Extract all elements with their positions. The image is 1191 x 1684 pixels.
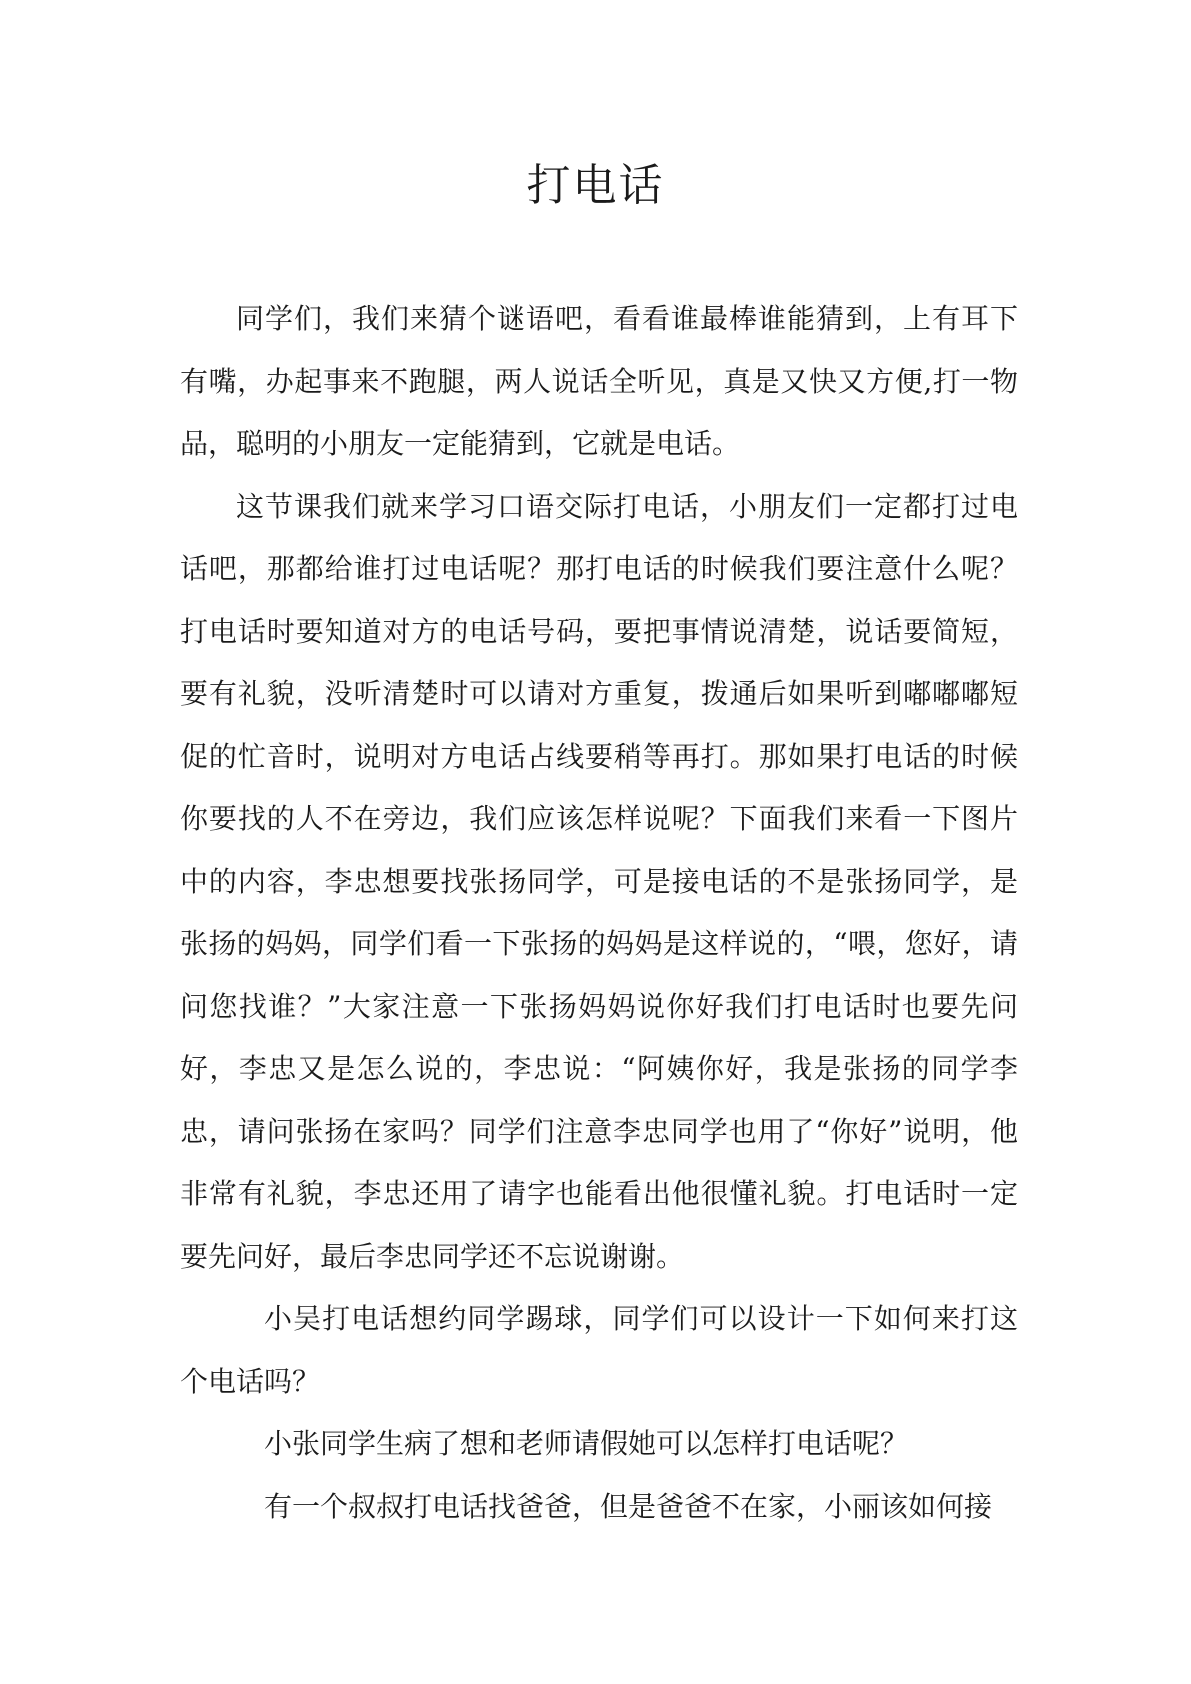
paragraph-question-leave: 小张同学生病了想和老师请假她可以怎样打电话呢？ <box>264 1427 909 1460</box>
page-title: 打电话 <box>526 160 665 211</box>
paragraph-lesson-main: 这节课我们就来学习口语交际打电话，小朋友们一定都打过电话吧，那都给谁打过电话呢？那打电话的时候我们要注意什么呢？打电话时要知道对方的电话号码，要把事情说清楚，说话要简短，要有礼貌，没听清楚时可以请对方重复，拨通后如果听到嘟嘟嘟短促的忙音时，说明对方电话占线要稍等再打。那如果打电话的时候你要找的人不在旁边，我们应该怎样说呢？下面我们来看一下图片中的内容，李忠想要找张扬同学，可是接电话的不是张扬同学，是张扬的妈妈，同学们看一下张扬的妈妈是这样说的，“喂，您好，请问您找谁？”大家注意一下张扬妈妈说你好我们打电话时也要先问好，李忠又是怎么说的，李忠说：“阿姨你好，我是张扬的同学李忠，请问张扬在家吗？同学们注意李忠同学也用了“你好”说明，他非常有礼貌，李忠还用了请字也能看出他很懂礼貌。打电话时一定要先问好，最后李忠同学还不忘说谢谢。 <box>180 489 1018 1273</box>
document-body <box>180 288 1018 1538</box>
paragraph-question-uncle: 有一个叔叔打电话找爸爸，但是爸爸不在家，小丽该如何接 <box>264 1489 993 1523</box>
paragraph-question-soccer: 小吴打电话想约同学踢球，同学们可以设计一下如何来打这个电话吗？ <box>180 1302 1018 1398</box>
paragraph-intro-riddle: 同学们，我们来猜个谜语吧，看看谁最棒谁能猜到，上有耳下有嘴，办起事来不跑腿，两人说话全听见，真是又快又方便,打一物品，聪明的小朋友一定能猜到，它就是电话。 <box>180 302 1018 460</box>
